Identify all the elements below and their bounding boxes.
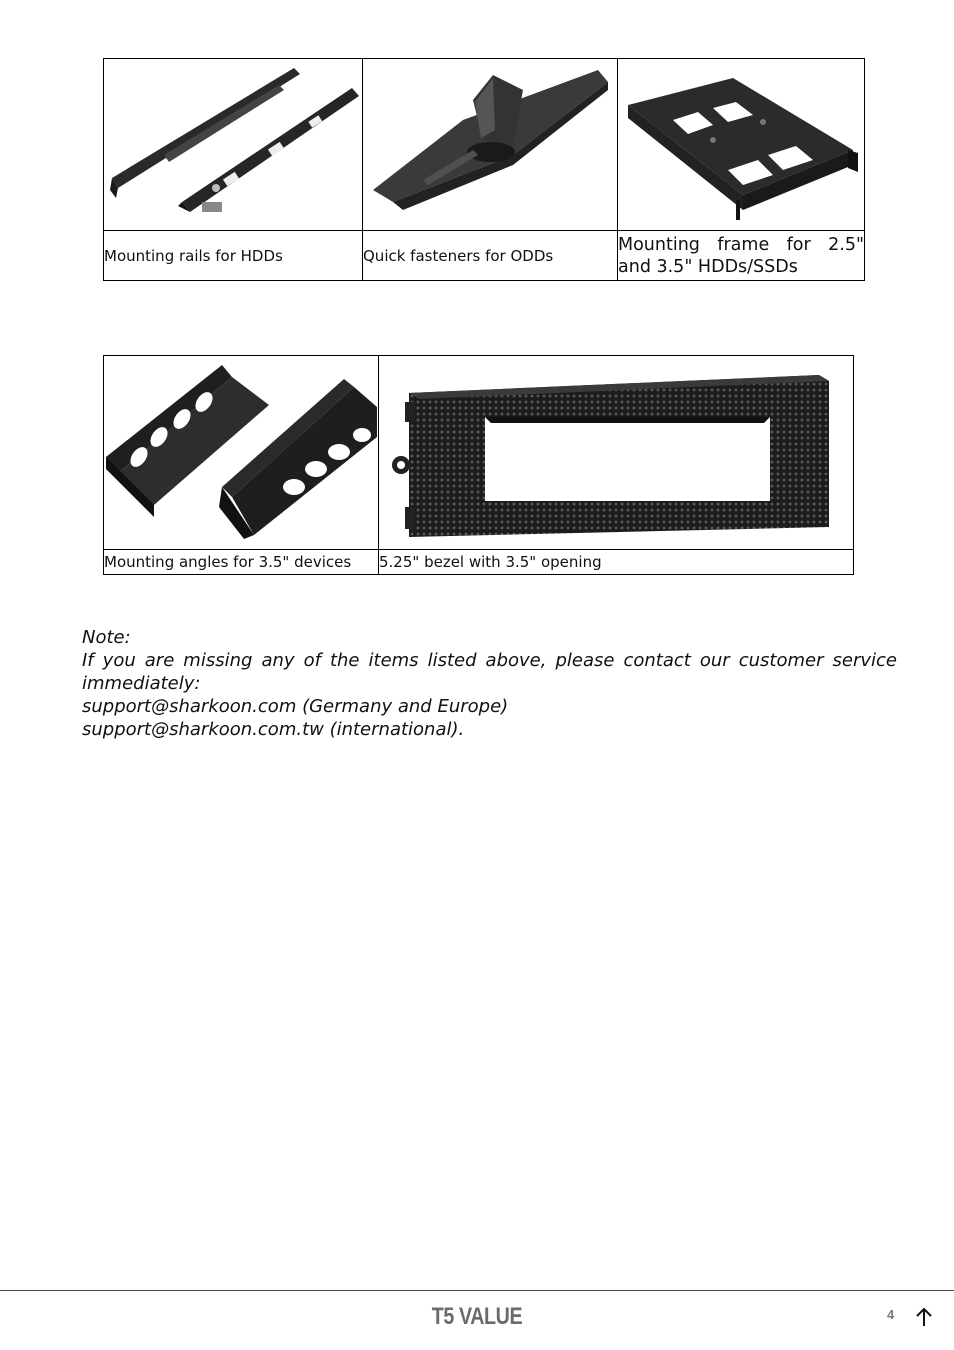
- arrow-up-icon[interactable]: [914, 1306, 934, 1328]
- note-text-line-1: If you are missing any of the items listed above, please contact our customer service: [82, 650, 897, 671]
- footer-product-title: T5 VALUE: [431, 1303, 523, 1330]
- odd-fastener-image: [363, 59, 618, 231]
- note-heading: Note:: [82, 627, 131, 648]
- note-text-line-2: immediately:: [82, 673, 201, 694]
- accessories-table-2: [103, 355, 854, 575]
- footer-divider: [0, 1290, 954, 1291]
- bezel-image: [379, 356, 854, 550]
- caption-odd-fasteners: Quick fasteners for ODDs: [363, 231, 618, 281]
- mounting-angles-image: [104, 356, 379, 550]
- hdd-rails-image: [104, 59, 363, 231]
- support-email-international[interactable]: support@sharkoon.com.tw (international).: [82, 719, 465, 740]
- caption-mounting-angles: Mounting angles for 3.5" devices: [104, 550, 379, 575]
- page-number: 4: [887, 1307, 895, 1322]
- accessories-table-1: [103, 58, 865, 281]
- caption-mounting-frame: Mounting frame for 2.5" and 3.5" HDDs/SSDs: [618, 231, 865, 281]
- missing-items-note: [82, 626, 897, 741]
- caption-hdd-rails: Mounting rails for HDDs: [104, 231, 363, 281]
- mounting-frame-image: [618, 59, 865, 231]
- support-email-europe[interactable]: support@sharkoon.com (Germany and Europe): [82, 696, 509, 717]
- caption-bezel: 5.25" bezel with 3.5" opening: [379, 550, 854, 575]
